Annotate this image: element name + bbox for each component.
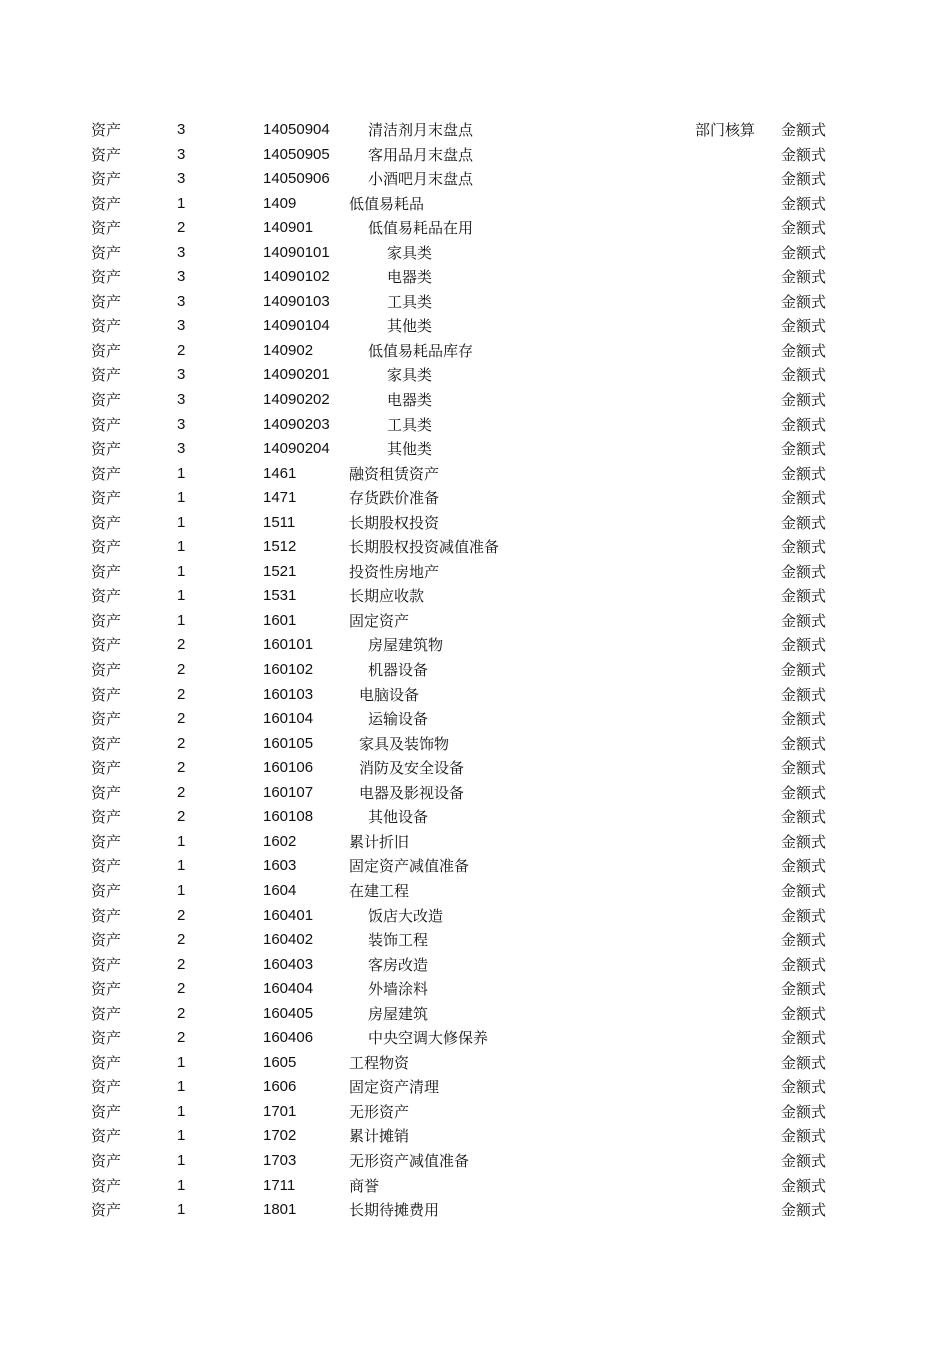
account-code-cell: 1461 [263,464,297,482]
account-format-cell: 金额式 [781,489,827,508]
account-level-cell: 1 [177,1078,186,1096]
account-name-cell: 家具类 [387,243,433,262]
table-row [0,118,950,143]
account-code-cell: 1711 [263,1176,296,1194]
account-code-cell: 160405 [263,1004,314,1022]
account-name-cell: 投资性房地产 [349,562,440,581]
account-level-cell: 2 [177,685,186,703]
account-code-cell: 160104 [263,710,314,728]
account-name-cell: 工具类 [387,292,433,311]
account-type-cell: 资产 [91,366,122,385]
table-row [0,290,950,315]
account-type-cell: 资产 [91,980,122,999]
table-row [0,1174,950,1199]
account-name-cell: 工具类 [387,415,433,434]
account-level-cell: 1 [177,587,186,605]
account-type-cell: 资产 [91,219,122,238]
table-row [0,437,950,462]
account-name-cell: 存货跌价准备 [349,489,440,508]
table-row [0,339,950,364]
account-level-cell: 3 [177,415,186,433]
account-format-cell: 金额式 [781,341,827,360]
account-type-cell: 资产 [91,1102,122,1121]
account-table [0,118,950,1223]
account-format-cell: 金额式 [781,1127,827,1146]
account-name-cell: 固定资产减值准备 [349,857,470,876]
account-name-cell: 电器类 [387,268,433,287]
account-level-cell: 2 [177,710,186,728]
account-format-cell: 金额式 [781,1004,827,1023]
account-type-cell: 资产 [91,391,122,410]
account-level-cell: 2 [177,906,186,924]
account-name-cell: 无形资产 [349,1102,410,1121]
account-format-cell: 金额式 [781,661,827,680]
account-level-cell: 2 [177,808,186,826]
table-row [0,1100,950,1125]
account-level-cell: 1 [177,538,186,556]
table-row [0,953,950,978]
account-type-cell: 资产 [91,1004,122,1023]
account-code-cell: 14090102 [263,268,330,286]
account-level-cell: 2 [177,980,186,998]
account-level-cell: 2 [177,955,186,973]
table-row [0,560,950,585]
account-code-cell: 160103 [263,685,314,703]
account-level-cell: 1 [177,1201,186,1219]
account-format-cell: 金额式 [781,145,827,164]
account-format-cell: 金额式 [781,734,827,753]
account-name-cell: 长期待摊费用 [349,1201,440,1220]
account-code-cell: 14090202 [263,391,330,409]
account-level-cell: 1 [177,611,186,629]
account-code-cell: 160108 [263,808,314,826]
table-row [0,314,950,339]
table-row [0,584,950,609]
account-type-cell: 资产 [91,1201,122,1220]
account-code-cell: 1605 [263,1053,297,1071]
account-name-cell: 房屋建筑物 [368,636,444,655]
account-format-cell: 金额式 [781,1176,827,1195]
account-format-cell: 金额式 [781,194,827,213]
account-format-cell: 金额式 [781,1078,827,1097]
account-code-cell: 1471 [263,489,297,507]
account-type-cell: 资产 [91,415,122,434]
account-name-cell: 累计折旧 [349,832,410,851]
account-type-cell: 资产 [91,1151,122,1170]
account-format-cell: 金额式 [781,955,827,974]
account-format-cell: 金额式 [781,464,827,483]
account-level-cell: 1 [177,832,186,850]
account-code-cell: 14090204 [263,440,330,458]
table-row [0,143,950,168]
account-format-cell: 金额式 [781,562,827,581]
account-name-cell: 长期股权投资 [349,513,440,532]
account-code-cell: 140902 [263,341,314,359]
table-row [0,707,950,732]
account-format-cell: 金额式 [781,1053,827,1072]
table-row [0,1002,950,1027]
account-format-cell: 金额式 [781,857,827,876]
account-format-cell: 金额式 [781,783,827,802]
account-code-cell: 160102 [263,661,314,679]
account-name-cell: 长期应收款 [349,587,425,606]
table-row [0,781,950,806]
account-type-cell: 资产 [91,808,122,827]
account-code-cell: 14050904 [263,121,330,138]
account-name-cell: 在建工程 [349,881,410,900]
table-row [0,167,950,192]
account-type-cell: 资产 [91,1029,122,1048]
account-level-cell: 2 [177,759,186,777]
account-code-cell: 160404 [263,980,314,998]
account-level-cell: 3 [177,292,186,310]
account-format-cell: 金额式 [781,931,827,950]
table-row [0,977,950,1002]
table-row [0,658,950,683]
table-row [0,1124,950,1149]
account-name-cell: 其他设备 [368,808,429,827]
table-row [0,388,950,413]
account-level-cell: 1 [177,857,186,875]
account-name-cell: 外墙涂料 [368,980,429,999]
account-code-cell: 1602 [263,832,297,850]
auxiliary-accounting-cell: 部门核算 [695,121,756,139]
table-row [0,683,950,708]
account-code-cell: 14090203 [263,415,330,433]
account-type-cell: 资产 [91,464,122,483]
account-code-cell: 1703 [263,1151,297,1169]
account-type-cell: 资产 [91,243,122,262]
account-code-cell: 1801 [263,1201,297,1219]
account-code-cell: 1511 [263,513,296,531]
account-level-cell: 1 [177,1127,186,1145]
account-name-cell: 电脑设备 [359,685,420,704]
account-code-cell: 14090103 [263,292,330,310]
account-type-cell: 资产 [91,710,122,729]
table-row [0,1026,950,1051]
account-level-cell: 2 [177,636,186,654]
account-level-cell: 2 [177,219,186,237]
account-code-cell: 1601 [263,611,297,629]
table-row [0,486,950,511]
account-name-cell: 电器类 [387,391,433,410]
account-format-cell: 金额式 [781,906,827,925]
account-type-cell: 资产 [91,587,122,606]
account-level-cell: 2 [177,1004,186,1022]
account-level-cell: 1 [177,513,186,531]
account-name-cell: 累计摊销 [349,1127,410,1146]
table-row [0,732,950,757]
account-format-cell: 金额式 [781,317,827,336]
account-type-cell: 资产 [91,636,122,655]
account-name-cell: 其他类 [387,317,433,336]
account-name-cell: 低值易耗品 [349,194,425,213]
account-type-cell: 资产 [91,538,122,557]
account-format-cell: 金额式 [781,611,827,630]
account-name-cell: 其他类 [387,440,433,459]
account-type-cell: 资产 [91,734,122,753]
account-type-cell: 资产 [91,1053,122,1072]
account-name-cell: 装饰工程 [368,931,429,950]
account-level-cell: 3 [177,243,186,261]
account-level-cell: 3 [177,121,186,138]
account-level-cell: 2 [177,661,186,679]
account-type-cell: 资产 [91,661,122,680]
account-name-cell: 机器设备 [368,661,429,680]
account-name-cell: 无形资产减值准备 [349,1151,470,1170]
account-code-cell: 1702 [263,1127,297,1145]
account-type-cell: 资产 [91,955,122,974]
account-name-cell: 家具及装饰物 [359,734,450,753]
table-row [0,1075,950,1100]
account-format-cell: 金额式 [781,881,827,900]
account-name-cell: 中央空调大修保养 [368,1029,489,1048]
account-name-cell: 融资租赁资产 [349,464,440,483]
account-code-cell: 14090101 [263,243,330,261]
account-code-cell: 14090201 [263,366,330,384]
account-level-cell: 1 [177,1151,186,1169]
account-level-cell: 1 [177,489,186,507]
account-code-cell: 1606 [263,1078,297,1096]
account-type-cell: 资产 [91,489,122,508]
account-code-cell: 1409 [263,194,297,212]
table-row [0,1198,950,1223]
account-type-cell: 资产 [91,1127,122,1146]
account-level-cell: 1 [177,881,186,899]
table-row [0,879,950,904]
account-name-cell: 低值易耗品库存 [368,341,474,360]
account-level-cell: 3 [177,145,186,163]
account-level-cell: 2 [177,341,186,359]
account-code-cell: 160105 [263,734,314,752]
account-code-cell: 1603 [263,857,297,875]
account-format-cell: 金额式 [781,685,827,704]
account-level-cell: 1 [177,562,186,580]
account-name-cell: 家具类 [387,366,433,385]
account-format-cell: 金额式 [781,636,827,655]
account-level-cell: 3 [177,170,186,188]
table-row [0,535,950,560]
account-type-cell: 资产 [91,170,122,189]
account-level-cell: 1 [177,1053,186,1071]
account-type-cell: 资产 [91,268,122,287]
account-format-cell: 金额式 [781,587,827,606]
account-code-cell: 160406 [263,1029,314,1047]
account-level-cell: 2 [177,1029,186,1047]
table-row [0,462,950,487]
account-level-cell: 3 [177,268,186,286]
account-format-cell: 金额式 [781,268,827,287]
account-name-cell: 商誉 [349,1176,380,1195]
account-format-cell: 金额式 [781,243,827,262]
account-level-cell: 1 [177,464,186,482]
account-code-cell: 14050906 [263,170,330,188]
account-type-cell: 资产 [91,685,122,704]
account-format-cell: 金额式 [781,121,827,139]
table-row [0,216,950,241]
account-code-cell: 1521 [263,562,297,580]
table-row [0,363,950,388]
account-format-cell: 金额式 [781,832,827,851]
account-type-cell: 资产 [91,611,122,630]
account-name-cell: 饭店大改造 [368,906,444,925]
account-code-cell: 1701 [263,1102,297,1120]
account-format-cell: 金额式 [781,219,827,238]
account-type-cell: 资产 [91,317,122,336]
account-name-cell: 客房改造 [368,955,429,974]
account-type-cell: 资产 [91,906,122,925]
account-format-cell: 金额式 [781,440,827,459]
account-format-cell: 金额式 [781,366,827,385]
account-format-cell: 金额式 [781,391,827,410]
account-level-cell: 2 [177,734,186,752]
account-name-cell: 消防及安全设备 [359,759,465,778]
account-type-cell: 资产 [91,1078,122,1097]
account-level-cell: 3 [177,440,186,458]
account-name-cell: 固定资产 [349,611,410,630]
account-type-cell: 资产 [91,931,122,950]
account-level-cell: 3 [177,317,186,335]
account-type-cell: 资产 [91,1176,122,1195]
account-type-cell: 资产 [91,513,122,532]
table-row [0,241,950,266]
account-format-cell: 金额式 [781,980,827,999]
account-name-cell: 固定资产清理 [349,1078,440,1097]
account-format-cell: 金额式 [781,1201,827,1220]
account-code-cell: 160402 [263,931,314,949]
account-type-cell: 资产 [91,783,122,802]
account-format-cell: 金额式 [781,759,827,778]
table-row [0,633,950,658]
account-code-cell: 140901 [263,219,314,237]
account-level-cell: 2 [177,931,186,949]
table-row [0,265,950,290]
account-code-cell: 160403 [263,955,314,973]
table-row [0,609,950,634]
account-format-cell: 金额式 [781,538,827,557]
account-code-cell: 1604 [263,881,297,899]
account-type-cell: 资产 [91,759,122,778]
account-level-cell: 2 [177,783,186,801]
account-format-cell: 金额式 [781,415,827,434]
account-format-cell: 金额式 [781,710,827,729]
table-row [0,413,950,438]
table-row [0,805,950,830]
account-name-cell: 清洁剂月末盘点 [368,121,474,139]
account-name-cell: 长期股权投资减值准备 [349,538,500,557]
table-row [0,830,950,855]
account-type-cell: 资产 [91,562,122,581]
account-level-cell: 1 [177,1102,186,1120]
account-name-cell: 客用品月末盘点 [368,145,474,164]
account-code-cell: 14050905 [263,145,330,163]
account-name-cell: 小酒吧月末盘点 [368,170,474,189]
account-type-cell: 资产 [91,341,122,360]
account-code-cell: 1531 [263,587,297,605]
table-row [0,756,950,781]
account-format-cell: 金额式 [781,1029,827,1048]
account-format-cell: 金额式 [781,808,827,827]
table-row [0,904,950,929]
account-code-cell: 160107 [263,783,314,801]
table-row [0,192,950,217]
table-row [0,1149,950,1174]
account-name-cell: 工程物资 [349,1053,410,1072]
table-row [0,928,950,953]
account-type-cell: 资产 [91,881,122,900]
account-level-cell: 1 [177,194,186,212]
account-code-cell: 1512 [263,538,297,556]
account-type-cell: 资产 [91,194,122,213]
account-format-cell: 金额式 [781,1151,827,1170]
account-code-cell: 160101 [263,636,314,654]
account-code-cell: 14090104 [263,317,330,335]
account-type-cell: 资产 [91,440,122,459]
account-name-cell: 低值易耗品在用 [368,219,474,238]
account-code-cell: 160106 [263,759,314,777]
table-row [0,511,950,536]
table-row [0,854,950,879]
account-format-cell: 金额式 [781,292,827,311]
account-name-cell: 电器及影视设备 [359,783,465,802]
account-type-cell: 资产 [91,832,122,851]
table-row [0,1051,950,1076]
account-type-cell: 资产 [91,121,122,139]
account-type-cell: 资产 [91,292,122,311]
account-type-cell: 资产 [91,857,122,876]
account-code-cell: 160401 [263,906,314,924]
account-format-cell: 金额式 [781,513,827,532]
account-name-cell: 运输设备 [368,710,429,729]
account-type-cell: 资产 [91,145,122,164]
account-level-cell: 3 [177,391,186,409]
account-name-cell: 房屋建筑 [368,1004,429,1023]
account-level-cell: 1 [177,1176,186,1194]
account-format-cell: 金额式 [781,170,827,189]
account-format-cell: 金额式 [781,1102,827,1121]
account-level-cell: 3 [177,366,186,384]
